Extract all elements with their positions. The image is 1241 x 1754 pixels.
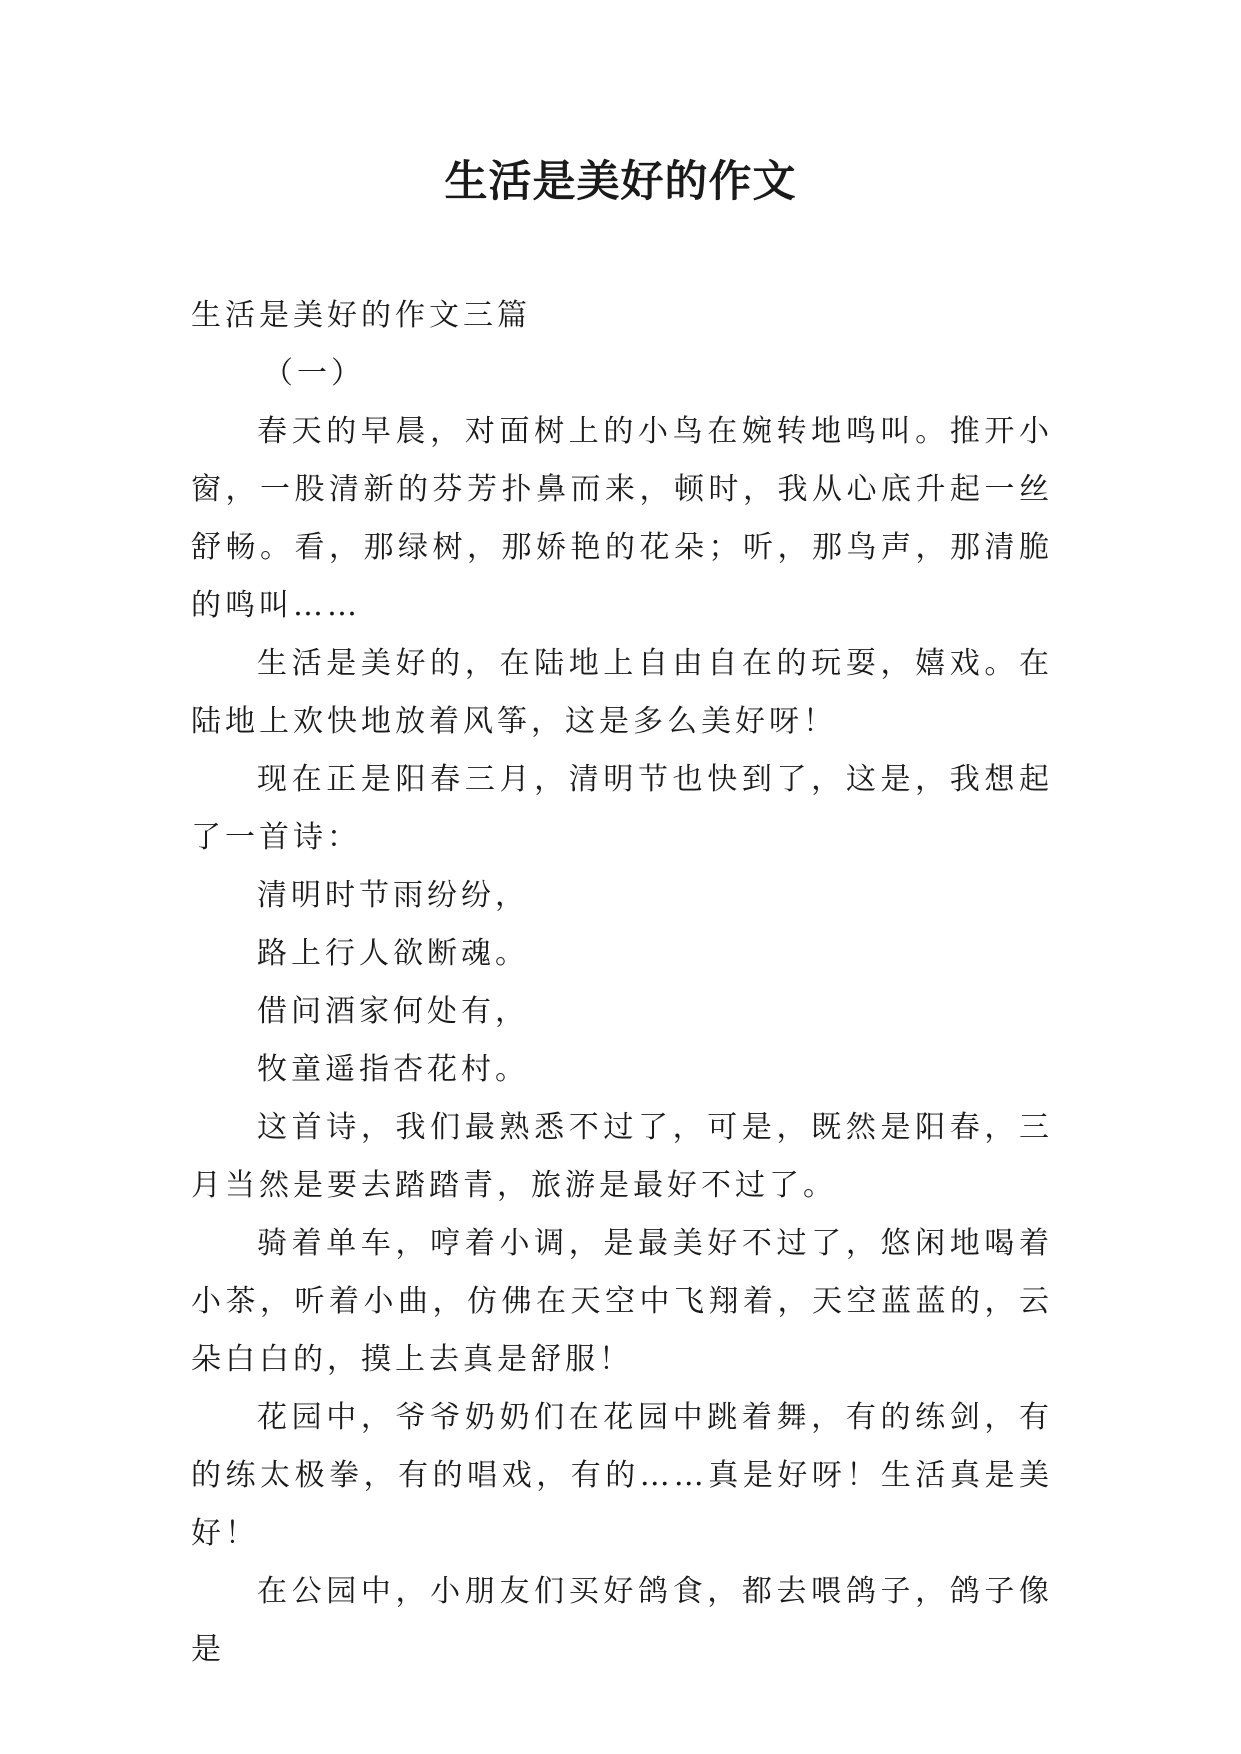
poem-line: 借问酒家何处有， <box>257 994 529 1029</box>
document-title: 生活是美好的作文 <box>444 157 797 207</box>
paragraph: 骑着单车，哼着小调，是最美好不过了，悠闲地喝着小茶，听着小曲，仿佛在天空中飞翔着，天空蓝蓝的，云朵白白的，摸上去真是舒服！ <box>191 1226 1053 1377</box>
paragraph: 花园中，爷爷奶奶们在花园中跳着舞，有的练剑，有的练太极拳，有的唱戏，有的……真是好呀！生活真是美好！ <box>191 1400 1053 1551</box>
paragraph: 春天的早晨，对面树上的小鸟在婉转地鸣叫。推开小窗，一股清新的芬芳扑鼻而来，顿时，我从心底升起一丝舒畅。看，那绿树，那娇艳的花朵；听，那鸟声，那清脆的鸣叫…… <box>191 414 1053 623</box>
document-body <box>191 287 1053 1679</box>
section-marker: （一） <box>263 356 365 391</box>
poem-line: 路上行人欲断魂。 <box>257 936 529 971</box>
paragraph: 这首诗，我们最熟悉不过了，可是，既然是阳春，三月当然是要去踏踏青，旅游是最好不过了。 <box>191 1110 1053 1203</box>
poem-line: 牧童遥指杏花村。 <box>257 1052 529 1087</box>
document-subtitle: 生活是美好的作文三篇 <box>191 298 531 333</box>
poem-line: 清明时节雨纷纷， <box>257 878 529 913</box>
paragraph: 生活是美好的，在陆地上自由自在的玩耍，嬉戏。在陆地上欢快地放着风筝，这是多么美好呀！ <box>191 646 1053 739</box>
paragraph: 现在正是阳春三月，清明节也快到了，这是，我想起了一首诗： <box>191 762 1053 855</box>
paragraph: 在公园中，小朋友们买好鸽食，都去喂鸽子，鸽子像是 <box>191 1574 1053 1667</box>
